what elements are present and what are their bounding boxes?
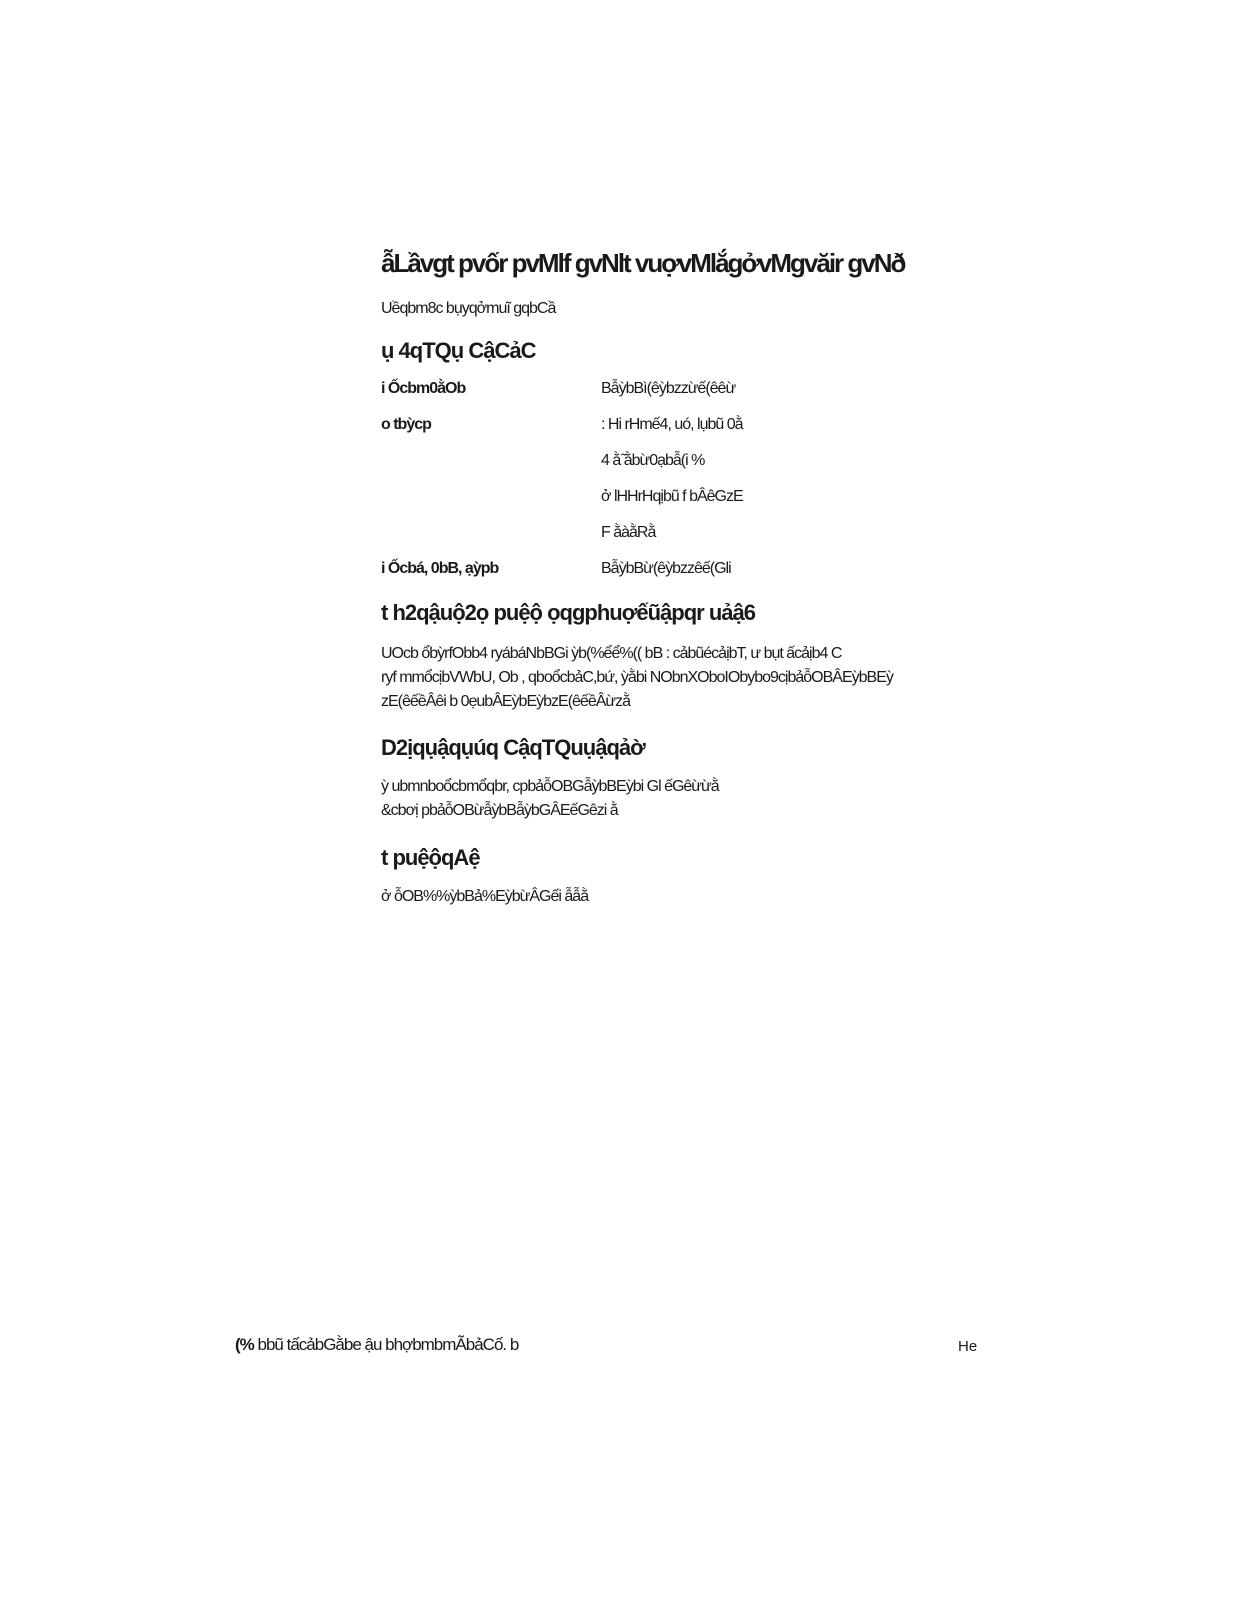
document-subtitle: Uềqbm8c bụyqởmuĩ gqbCầ <box>381 300 556 317</box>
details-value: F ằàằRằ <box>601 524 656 541</box>
section-heading-summary: t puệộqAệ <box>381 845 480 870</box>
paragraph-line: &cbơị pbảỗOBừẫỳbBẫỳbGÂEếGêzi ằ <box>381 802 618 819</box>
details-row <box>381 560 991 596</box>
description-paragraph <box>381 642 991 714</box>
footer-bold-text: (% <box>235 1335 254 1354</box>
details-label: i Ốcbm0ằOb <box>381 380 466 397</box>
details-row <box>381 488 991 524</box>
notes-paragraph <box>381 775 991 823</box>
details-label: i Ốcbá, 0bB, ạỳpb <box>381 560 499 577</box>
paragraph-line: ỳ ubmnboổcbmổqbr, cpbảỗOBGẫỳbBEỳbi Gl ếGêừừằ <box>381 778 719 795</box>
details-table <box>381 380 991 596</box>
details-label: o tbỳcp <box>381 416 431 433</box>
section-heading-details: ụ 4qTQụ CậCảC <box>381 338 536 363</box>
document-title: ẫLầvgt pvốr pvMlf gvNlt vuợvMlắgởvMgvăir gvNð <box>381 248 905 278</box>
paragraph-line: UOcb ổbỳrfObb4 ryábáNbBGi ỳb(%ểể%(( bB : cảbũécảịbT, ư bụt ấcảịb4 C <box>381 645 842 662</box>
section-heading-notes: D2ịqụậqụúq CậqTQuụậqảờ <box>381 735 645 760</box>
page-footer <box>235 1335 518 1355</box>
page-number: He <box>958 1338 978 1355</box>
summary-paragraph: ở ỗOB%%ỳbBả%EỳbừÂGếi ẫẫằ <box>381 888 589 905</box>
details-value: ở lHHrHqịbũ f bÂêGzE <box>601 488 743 505</box>
details-row <box>381 452 991 488</box>
paragraph-line: ryf mmổcịbVWbU, Ob , qboổcbảC,bứ, ỳằbi NObnXOboIObybo9cịbảỗOBÂEỳbBEỳ <box>381 669 893 686</box>
details-value: 4 ằ̃ ằbừ0ạbẫ(i % <box>601 452 705 469</box>
details-value: BẫỳbBì(êỳbzzừế(êêừ <box>601 380 736 397</box>
section-heading-description: t h2qậuộ2ọ puệộ ọqgphuợếũậpqr uảậ6 <box>381 600 755 625</box>
details-row <box>381 524 991 560</box>
details-value: : Hi rHmế4, uó, lụbũ 0ằ <box>601 416 743 433</box>
paragraph-line: zE(êếềÂêi b 0ẹubÂEỳbEỳbzE(êếềÂừzằ <box>381 693 630 710</box>
details-value: BẫỳbBừ(êỳbzzêế(Gli <box>601 560 731 577</box>
footer-text: bbũ tấcảbGằbe ậu bhợbmbmÃbảCố. b <box>257 1335 519 1354</box>
details-row <box>381 380 991 416</box>
details-row <box>381 416 991 452</box>
